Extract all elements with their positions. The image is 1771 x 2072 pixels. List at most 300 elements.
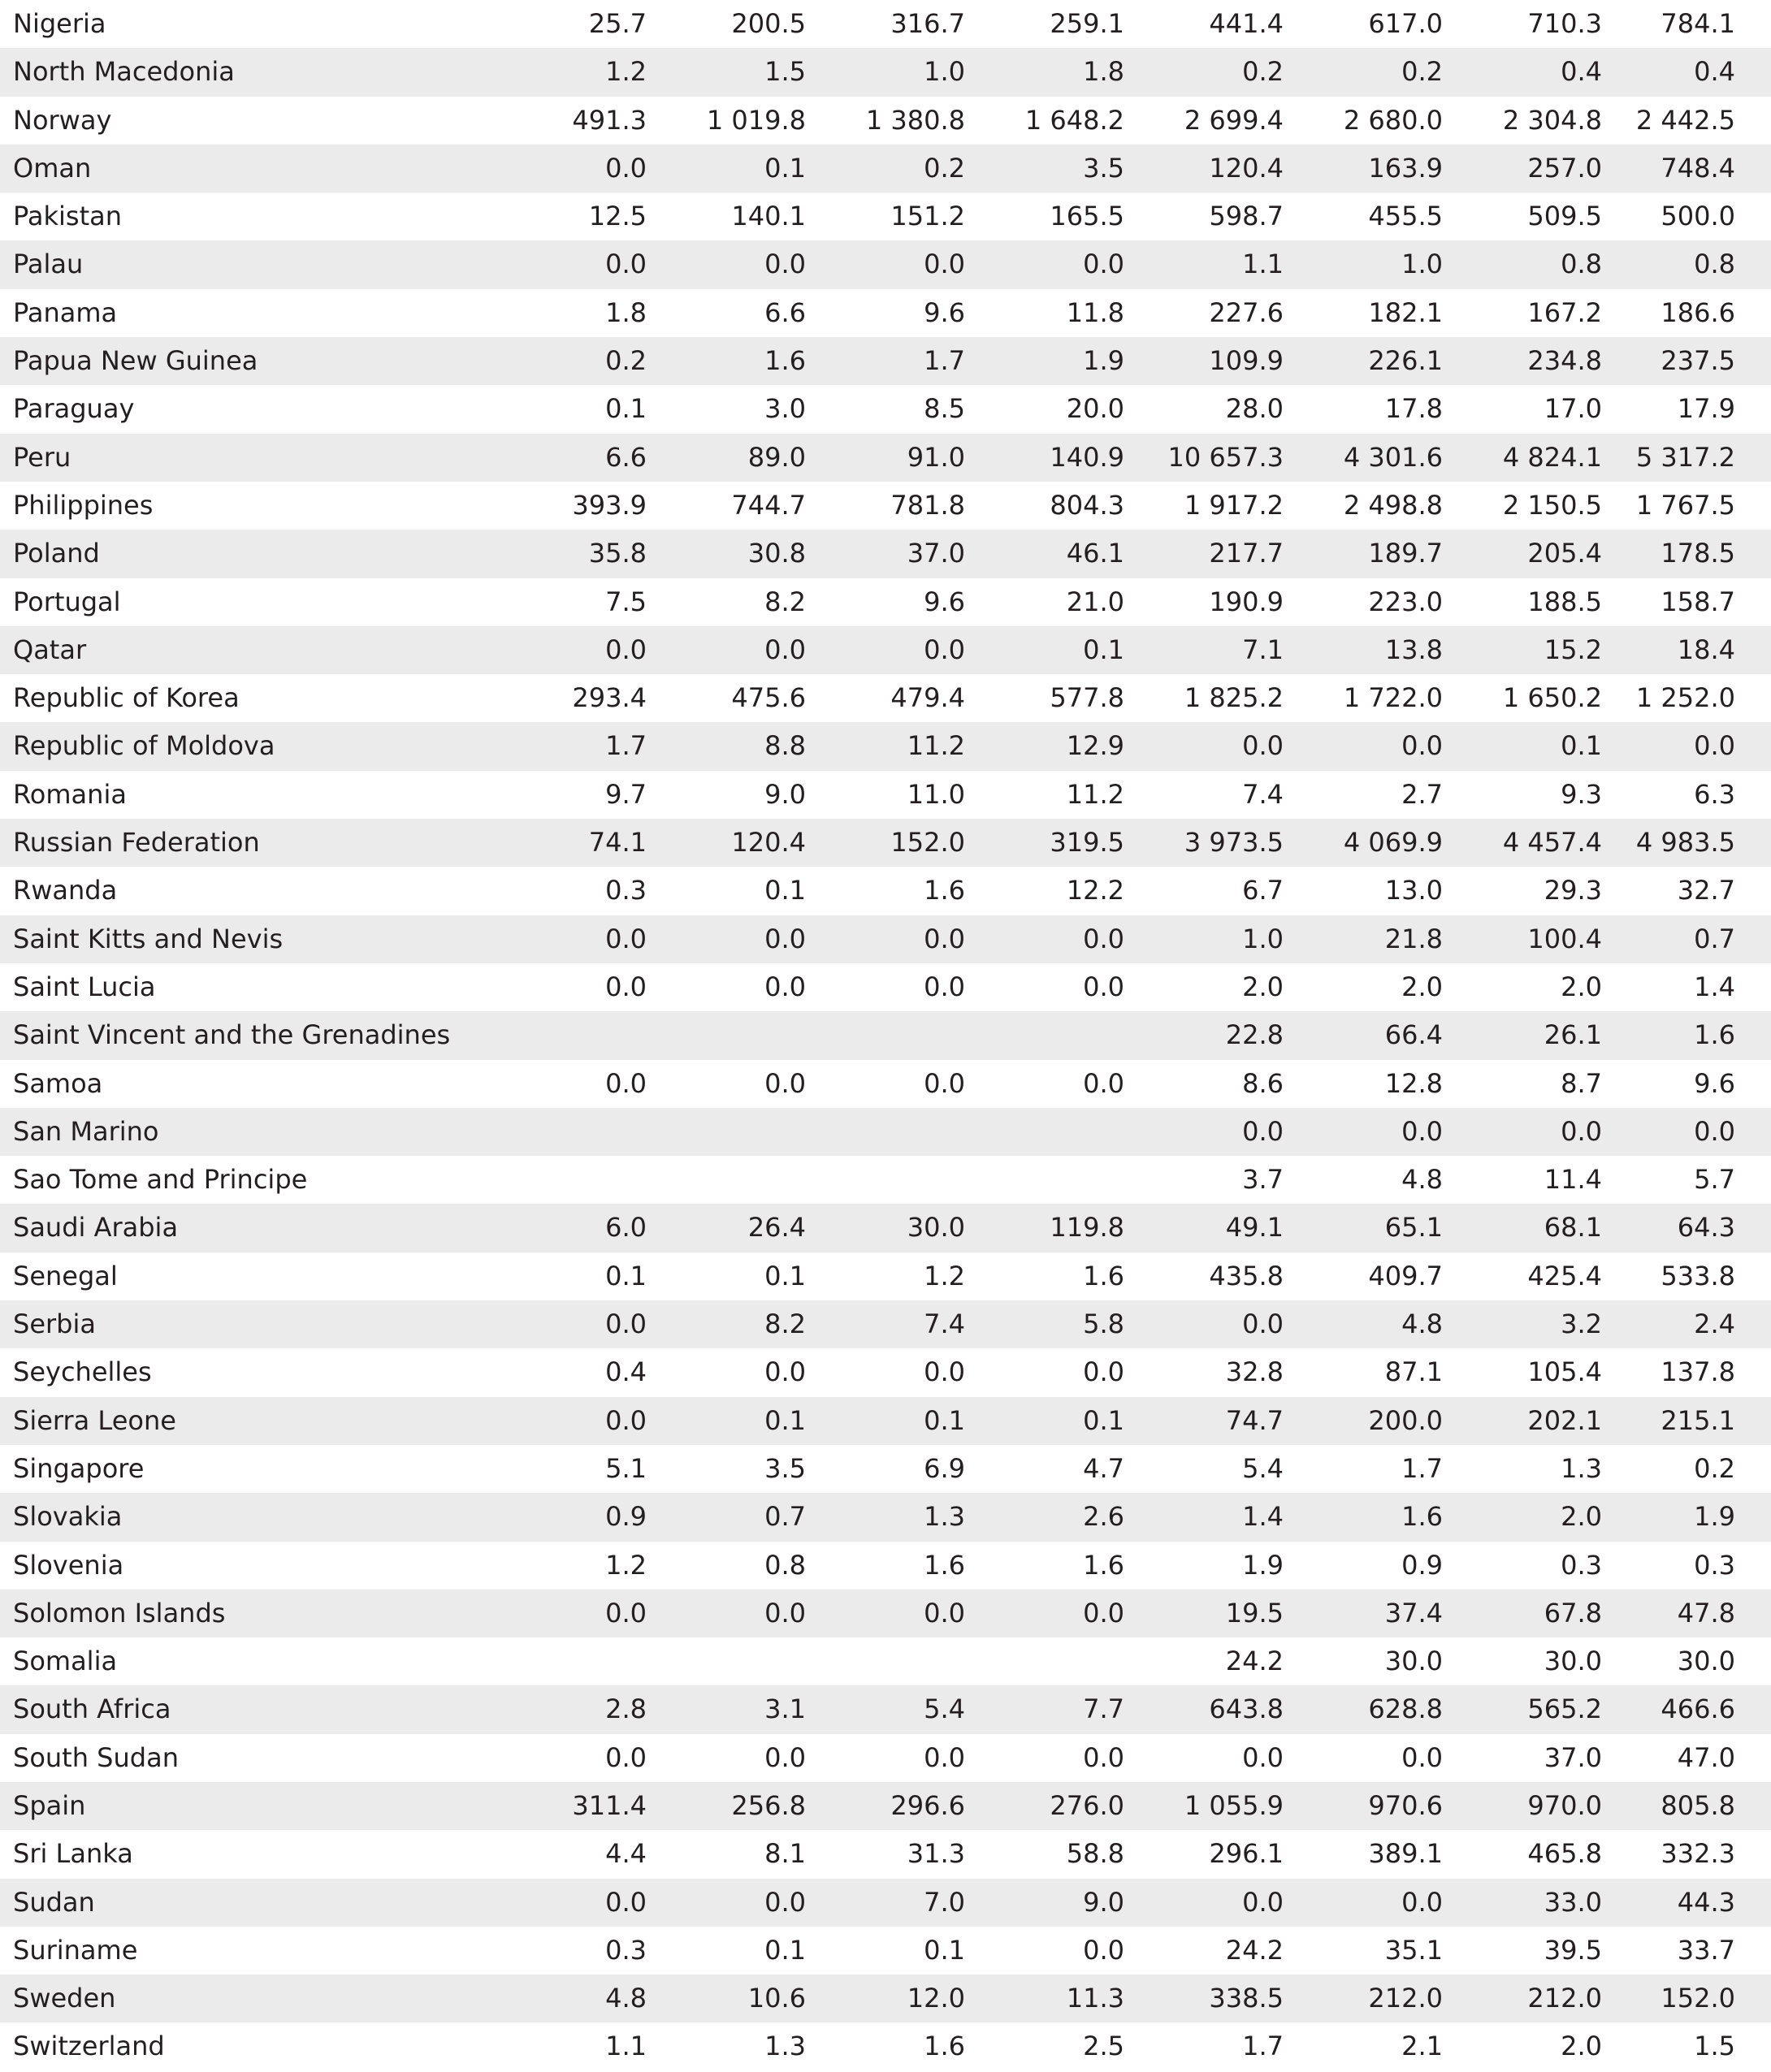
value-cell: 188.5 (1527, 586, 1602, 617)
value-cell: 1 825.2 (1184, 682, 1284, 714)
country-cell: Nigeria (13, 8, 106, 39)
value-cell: 205.4 (1527, 538, 1602, 569)
value-cell-wrapper (1602, 1445, 1771, 1493)
value-cell: 24.2 (1225, 1934, 1284, 1966)
value-cell: 393.9 (572, 489, 647, 521)
value-cell: 0.2 (924, 152, 965, 184)
value-cell: 0.0 (764, 971, 806, 1002)
value-cell: 1.4 (1694, 971, 1735, 1002)
value-cell: 28.0 (1225, 393, 1284, 425)
value-cell: 8.7 (1561, 1067, 1602, 1099)
value-cell-wrapper (1602, 192, 1771, 240)
value-cell: 66.4 (1384, 1019, 1443, 1051)
value-cell: 1.6 (1401, 1501, 1443, 1533)
value-cell: 3.7 (1242, 1164, 1284, 1196)
table-row (0, 1927, 1771, 1975)
table-row (0, 2022, 1771, 2070)
value-cell-wrapper (1602, 963, 1771, 1011)
value-cell: 140.1 (731, 201, 806, 232)
value-cell: 0.0 (764, 634, 806, 665)
value-cell: 4 983.5 (1635, 827, 1735, 859)
country-cell: South Sudan (13, 1741, 179, 1773)
value-cell: 5.4 (1242, 1452, 1284, 1484)
value-cell: 105.4 (1527, 1356, 1602, 1388)
value-cell: 35.1 (1384, 1934, 1443, 1966)
value-cell: 30.0 (1544, 1646, 1602, 1677)
value-cell: 1.3 (924, 1501, 965, 1533)
value-cell: 338.5 (1209, 1983, 1284, 2014)
value-cell: 1.1 (1242, 249, 1284, 280)
country-cell: North Macedonia (13, 56, 235, 88)
value-cell (647, 1108, 806, 1156)
value-cell: 2.8 (605, 1694, 647, 1725)
value-cell: 1.6 (1694, 1019, 1735, 1051)
value-cell: 26.1 (1544, 1019, 1602, 1051)
value-cell: 11.2 (907, 730, 965, 762)
value-cell-wrapper (1602, 674, 1771, 722)
table-row (0, 722, 1771, 770)
value-cell: 0.2 (1401, 56, 1443, 88)
value-cell: 0.0 (764, 923, 806, 954)
value-cell: 22.8 (1225, 1019, 1284, 1051)
value-cell: 0.4 (1694, 56, 1735, 88)
value-cell: 1.0 (1242, 923, 1284, 954)
value-cell: 784.1 (1661, 8, 1735, 39)
value-cell-wrapper (1602, 867, 1771, 915)
value-cell: 21.8 (1384, 923, 1443, 954)
value-cell: 64.3 (1677, 1212, 1735, 1244)
value-cell: 212.0 (1368, 1983, 1443, 2014)
value-cell-wrapper (1602, 1011, 1771, 1059)
value-cell: 0.0 (605, 1597, 647, 1629)
value-cell: 74.1 (588, 827, 647, 859)
value-cell: 137.8 (1661, 1356, 1735, 1388)
table-row (0, 674, 1771, 722)
value-cell: 0.0 (1561, 1115, 1602, 1147)
table-row (0, 1348, 1771, 1396)
value-cell: 1.5 (764, 56, 806, 88)
value-cell-wrapper (1602, 1204, 1771, 1252)
value-cell: 89.0 (747, 441, 806, 473)
value-cell (806, 1156, 965, 1204)
table-row (0, 145, 1771, 192)
country-cell: Somalia (13, 1646, 118, 1677)
value-cell: 0.8 (1561, 249, 1602, 280)
value-cell: 163.9 (1368, 152, 1443, 184)
value-cell: 1.3 (764, 2031, 806, 2062)
value-cell: 0.0 (1083, 923, 1124, 954)
value-cell: 0.0 (1242, 1886, 1284, 1918)
country-cell: Seychelles (13, 1356, 152, 1388)
value-cell: 2.4 (1694, 1309, 1735, 1340)
value-cell: 804.3 (1050, 489, 1124, 521)
value-cell: 744.7 (731, 489, 806, 521)
country-cell: Rwanda (13, 875, 118, 906)
value-cell: 1.2 (924, 1260, 965, 1291)
country-cell: Norway (13, 104, 112, 136)
country-cell: Switzerland (13, 2031, 165, 2062)
value-cell: 11.2 (1066, 778, 1124, 810)
value-cell: 0.0 (605, 1741, 647, 1773)
table-row (0, 289, 1771, 337)
country-cell: Republic of Moldova (13, 730, 275, 762)
table-row (0, 482, 1771, 530)
value-cell: 186.6 (1661, 296, 1735, 328)
value-cell: 227.6 (1209, 296, 1284, 328)
value-cell-wrapper (1602, 1879, 1771, 1927)
value-cell: 389.1 (1368, 1838, 1443, 1870)
value-cell: 2.0 (1242, 971, 1284, 1002)
value-cell: 152.0 (890, 827, 965, 859)
country-cell: San Marino (13, 1115, 159, 1147)
value-cell: 17.9 (1677, 393, 1735, 425)
value-cell-wrapper (1602, 1975, 1771, 2022)
value-cell: 0.0 (924, 1597, 965, 1629)
value-cell: 6.6 (605, 441, 647, 473)
table-row (0, 1590, 1771, 1637)
table-row (0, 1011, 1771, 1059)
value-cell: 0.0 (1083, 249, 1124, 280)
value-cell: 0.0 (605, 923, 647, 954)
value-cell: 5.4 (924, 1694, 965, 1725)
value-cell: 1.1 (605, 2031, 647, 2062)
value-cell: 1.6 (1083, 1260, 1124, 1291)
value-cell: 0.0 (605, 1067, 647, 1099)
value-cell: 1.6 (1083, 1549, 1124, 1581)
value-cell-wrapper (1602, 434, 1771, 482)
value-cell-wrapper (1602, 819, 1771, 867)
value-cell: 9.0 (764, 778, 806, 810)
country-cell: Solomon Islands (13, 1597, 226, 1629)
value-cell: 0.0 (1694, 730, 1735, 762)
value-cell-wrapper (1602, 0, 1771, 48)
value-cell: 0.2 (1242, 56, 1284, 88)
value-cell: 120.4 (1209, 152, 1284, 184)
value-cell-wrapper (1602, 1300, 1771, 1348)
value-cell: 970.0 (1527, 1789, 1602, 1821)
value-cell: 0.0 (605, 152, 647, 184)
country-cell: Peru (13, 441, 71, 473)
value-cell: 6.3 (1694, 778, 1735, 810)
value-cell (647, 1637, 806, 1685)
value-cell: 0.0 (605, 1404, 647, 1436)
value-cell: 140.9 (1050, 441, 1124, 473)
value-cell: 0.1 (605, 393, 647, 425)
country-cell: Sri Lanka (13, 1838, 133, 1870)
value-cell-wrapper (1602, 1542, 1771, 1590)
value-cell: 256.8 (731, 1789, 806, 1821)
value-cell: 577.8 (1050, 682, 1124, 714)
value-cell (487, 1156, 647, 1204)
value-cell: 3 973.5 (1184, 827, 1284, 859)
value-cell: 0.0 (1083, 1067, 1124, 1099)
value-cell: 3.1 (764, 1694, 806, 1725)
value-cell: 119.8 (1050, 1212, 1124, 1244)
value-cell: 316.7 (890, 8, 965, 39)
value-cell: 509.5 (1527, 201, 1602, 232)
value-cell: 970.6 (1368, 1789, 1443, 1821)
country-cell: Saint Lucia (13, 971, 156, 1002)
table-row (0, 1782, 1771, 1830)
value-cell: 435.8 (1209, 1260, 1284, 1291)
value-cell: 5 317.2 (1635, 441, 1735, 473)
value-cell: 35.8 (588, 538, 647, 569)
value-cell: 18.4 (1677, 634, 1735, 665)
value-cell: 1.8 (1083, 56, 1124, 88)
value-cell: 0.0 (605, 1309, 647, 1340)
value-cell: 1 722.0 (1343, 682, 1443, 714)
value-cell: 11.4 (1544, 1164, 1602, 1196)
value-cell: 109.9 (1209, 345, 1284, 377)
value-cell-wrapper (1602, 1637, 1771, 1685)
value-cell: 0.7 (1694, 923, 1735, 954)
value-cell: 4.7 (1083, 1452, 1124, 1484)
value-cell-wrapper (1602, 48, 1771, 96)
value-cell: 643.8 (1209, 1694, 1284, 1725)
value-cell: 37.0 (907, 538, 965, 569)
value-cell: 628.8 (1368, 1694, 1443, 1725)
value-cell: 5.8 (1083, 1309, 1124, 1340)
value-cell: 0.0 (924, 1356, 965, 1388)
value-cell: 1 380.8 (865, 104, 965, 136)
value-cell: 58.8 (1066, 1838, 1124, 1870)
country-cell: Paraguay (13, 393, 135, 425)
value-cell: 0.0 (1242, 1115, 1284, 1147)
value-cell: 5.1 (605, 1452, 647, 1484)
country-cell: Papua New Guinea (13, 345, 258, 377)
value-cell: 6.0 (605, 1212, 647, 1244)
value-cell: 87.1 (1384, 1356, 1443, 1388)
table-row (0, 1445, 1771, 1493)
value-cell: 1 917.2 (1184, 489, 1284, 521)
value-cell: 332.3 (1661, 1838, 1735, 1870)
country-cell: Senegal (13, 1260, 118, 1291)
value-cell: 0.0 (764, 1067, 806, 1099)
value-cell: 0.0 (764, 1741, 806, 1773)
value-cell: 151.2 (890, 201, 965, 232)
value-cell: 2 498.8 (1343, 489, 1443, 521)
value-cell: 1.6 (764, 345, 806, 377)
value-cell: 9.7 (605, 778, 647, 810)
country-cell: Palau (13, 249, 84, 280)
value-cell: 10 657.3 (1167, 441, 1284, 473)
country-cell: Slovenia (13, 1549, 124, 1581)
value-cell: 2.6 (1083, 1501, 1124, 1533)
value-cell: 11.0 (907, 778, 965, 810)
value-cell-wrapper (1602, 1348, 1771, 1396)
value-cell: 0.1 (1561, 730, 1602, 762)
value-cell: 8.2 (764, 1309, 806, 1340)
value-cell: 466.6 (1661, 1694, 1735, 1725)
value-cell-wrapper (1602, 1252, 1771, 1300)
value-cell (806, 1108, 965, 1156)
value-cell (965, 1156, 1124, 1204)
value-cell: 226.1 (1368, 345, 1443, 377)
table-row (0, 0, 1771, 48)
value-cell: 0.1 (924, 1404, 965, 1436)
value-cell: 5.7 (1694, 1164, 1735, 1196)
value-cell: 37.4 (1384, 1597, 1443, 1629)
value-cell: 8.1 (764, 1838, 806, 1870)
value-cell: 39.5 (1544, 1934, 1602, 1966)
value-cell: 319.5 (1050, 827, 1124, 859)
value-cell: 15.2 (1544, 634, 1602, 665)
table-row (0, 1108, 1771, 1156)
table-row (0, 819, 1771, 867)
value-cell-wrapper (1602, 626, 1771, 674)
value-cell: 500.0 (1661, 201, 1735, 232)
value-cell: 0.0 (764, 1886, 806, 1918)
value-cell: 479.4 (890, 682, 965, 714)
value-cell: 0.0 (1083, 971, 1124, 1002)
value-cell: 0.0 (924, 923, 965, 954)
value-cell-wrapper (1602, 1782, 1771, 1830)
country-cell: Russian Federation (13, 827, 260, 859)
value-cell: 257.0 (1527, 152, 1602, 184)
country-cell: Sudan (13, 1886, 95, 1918)
value-cell: 0.9 (1401, 1549, 1443, 1581)
value-cell: 1.2 (605, 56, 647, 88)
value-cell: 47.0 (1677, 1741, 1735, 1773)
value-cell: 0.1 (764, 1934, 806, 1966)
value-cell: 1 252.0 (1635, 682, 1735, 714)
value-cell: 0.0 (764, 249, 806, 280)
value-cell: 0.1 (764, 152, 806, 184)
value-cell-wrapper (1602, 722, 1771, 770)
value-cell: 2 680.0 (1343, 104, 1443, 136)
value-cell: 617.0 (1368, 8, 1443, 39)
value-cell (647, 1156, 806, 1204)
value-cell: 9.6 (924, 296, 965, 328)
value-cell-wrapper (1602, 1397, 1771, 1445)
value-cell-wrapper (1602, 240, 1771, 288)
value-cell: 67.8 (1544, 1597, 1602, 1629)
value-cell: 0.0 (1401, 1886, 1443, 1918)
country-cell: Saint Vincent and the Grenadines (13, 1019, 451, 1051)
value-cell: 0.0 (605, 1886, 647, 1918)
value-cell: 9.0 (1083, 1886, 1124, 1918)
value-cell (965, 1637, 1124, 1685)
value-cell-wrapper (1602, 1108, 1771, 1156)
table-row (0, 1637, 1771, 1685)
value-cell: 100.4 (1527, 923, 1602, 954)
value-cell: 475.6 (731, 682, 806, 714)
value-cell: 0.0 (1083, 1356, 1124, 1388)
value-cell: 1 019.8 (706, 104, 806, 136)
value-cell: 0.0 (1083, 1741, 1124, 1773)
value-cell: 215.1 (1661, 1404, 1735, 1436)
value-cell: 1.2 (605, 1549, 647, 1581)
value-cell: 0.1 (1083, 634, 1124, 665)
value-cell: 0.0 (1401, 1115, 1443, 1147)
value-cell: 7.4 (924, 1309, 965, 1340)
value-cell: 4 301.6 (1343, 441, 1443, 473)
value-cell: 0.2 (1694, 1452, 1735, 1484)
value-cell: 7.1 (1242, 634, 1284, 665)
value-cell: 1.7 (605, 730, 647, 762)
value-cell: 200.5 (731, 8, 806, 39)
value-cell: 2 150.5 (1502, 489, 1602, 521)
value-cell: 1 767.5 (1635, 489, 1735, 521)
value-cell: 425.4 (1527, 1260, 1602, 1291)
value-cell: 8.2 (764, 586, 806, 617)
value-cell: 223.0 (1368, 586, 1443, 617)
table-row (0, 48, 1771, 96)
value-cell: 0.0 (1083, 1597, 1124, 1629)
value-cell: 68.1 (1544, 1212, 1602, 1244)
value-cell (487, 1011, 647, 1059)
value-cell-wrapper (1602, 337, 1771, 385)
country-cell: Singapore (13, 1452, 145, 1484)
value-cell: 293.4 (572, 682, 647, 714)
country-cell: Saint Kitts and Nevis (13, 923, 284, 954)
value-cell: 9.6 (1694, 1067, 1735, 1099)
table-row (0, 1252, 1771, 1300)
value-cell: 1 648.2 (1024, 104, 1124, 136)
value-cell: 259.1 (1050, 8, 1124, 39)
value-cell: 0.3 (1694, 1549, 1735, 1581)
value-cell (487, 1108, 647, 1156)
value-cell (806, 1011, 965, 1059)
table-row (0, 1204, 1771, 1252)
value-cell: 8.5 (924, 393, 965, 425)
table-row (0, 1300, 1771, 1348)
value-cell-wrapper (1602, 1685, 1771, 1733)
value-cell: 31.3 (907, 1838, 965, 1870)
value-cell: 44.3 (1677, 1886, 1735, 1918)
value-cell: 4 824.1 (1502, 441, 1602, 473)
value-cell: 74.7 (1225, 1404, 1284, 1436)
value-cell: 296.6 (890, 1789, 965, 1821)
country-cell: Qatar (13, 634, 87, 665)
value-cell-wrapper (1602, 1060, 1771, 1108)
value-cell: 1.0 (1401, 249, 1443, 280)
value-cell: 805.8 (1661, 1789, 1735, 1821)
value-cell: 6.7 (1242, 875, 1284, 906)
country-cell: Slovakia (13, 1501, 123, 1533)
value-cell: 491.3 (572, 104, 647, 136)
table-row (0, 915, 1771, 963)
value-cell: 1 650.2 (1502, 682, 1602, 714)
value-cell: 6.6 (764, 296, 806, 328)
value-cell: 0.3 (605, 1934, 647, 1966)
country-cell: Sierra Leone (13, 1404, 176, 1436)
value-cell: 0.0 (1242, 730, 1284, 762)
value-cell: 32.7 (1677, 875, 1735, 906)
value-cell: 1.4 (1242, 1501, 1284, 1533)
value-cell: 1 055.9 (1184, 1789, 1284, 1821)
value-cell: 17.0 (1544, 393, 1602, 425)
value-cell: 0.3 (605, 875, 647, 906)
value-cell: 0.0 (605, 971, 647, 1002)
value-cell: 2 442.5 (1635, 104, 1735, 136)
value-cell: 13.8 (1384, 634, 1443, 665)
value-cell: 11.8 (1066, 296, 1124, 328)
value-cell: 533.8 (1661, 1260, 1735, 1291)
value-cell: 12.2 (1066, 875, 1124, 906)
value-cell: 9.6 (924, 586, 965, 617)
value-cell: 1.9 (1694, 1501, 1735, 1533)
value-cell: 202.1 (1527, 1404, 1602, 1436)
country-cell: Saudi Arabia (13, 1212, 179, 1244)
value-cell: 0.1 (764, 1260, 806, 1291)
value-cell: 1.6 (924, 1549, 965, 1581)
value-cell: 748.4 (1661, 152, 1735, 184)
table-row (0, 771, 1771, 819)
table-row (0, 1156, 1771, 1204)
value-cell: 0.7 (764, 1501, 806, 1533)
value-cell: 30.0 (907, 1212, 965, 1244)
